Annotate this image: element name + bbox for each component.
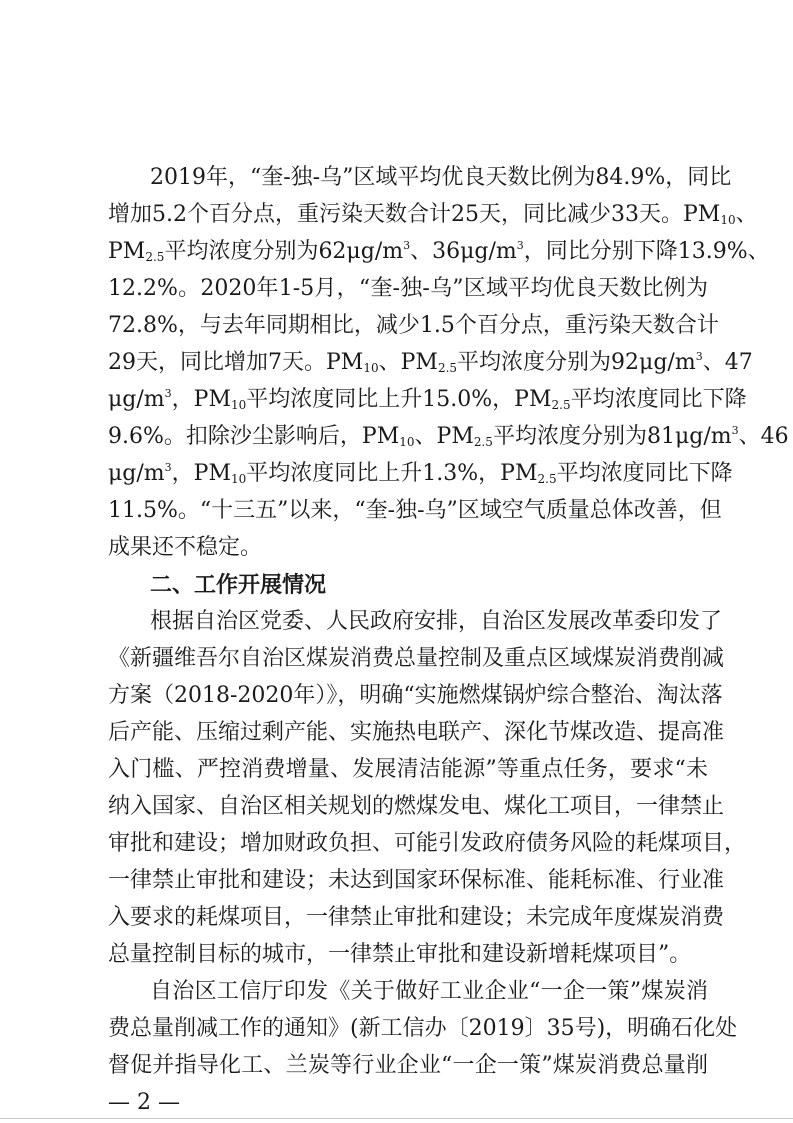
paragraph-1-line-6: 29天，同比增加7天。$PM_{10}$、$PM_{2.5}$平均浓度分别为$92\mu g/m^3$、47 [108,350,753,375]
page-number: — 2 — [108,1090,180,1115]
section-heading: 二、工作开展情况 [150,572,327,598]
paragraph-1-line-10: 11.5%。“十三五”以来，“奎-独-乌”区域空气质量总体改善，但 [108,498,722,523]
paragraph-2-line-6: 纳入国家、自治区相关规划的燃煤发电、煤化工项目，一律禁止 [108,794,725,819]
paragraph-1-line-5: 72.8%，与去年同期相比，减少1.5个百分点，重污染天数合计 [108,313,719,338]
paragraph-2-line-5: 入门槛、严控消费增量、发展清洁能源”等重点任务，要求“未 [108,757,708,782]
paragraph-1-line-9: $\mu g/m^3$，$PM_{10}$平均浓度同比上升1.3%，$PM_{2.5}$平均浓度同比下降 [108,461,733,486]
paragraph-1-line-2: 增加5.2个百分点，重污染天数合计25天，同比减少33天。$PM_{10}$、 [108,202,758,227]
paragraph-3-line-3: 督促并指导化工、兰炭等行业企业“一企一策”煤炭消费总量削 [108,1053,708,1078]
paragraph-1-line-8: 9.6%。扣除沙尘影响后，$PM_{10}$、$PM_{2.5}$平均浓度分别为$81\mu g/m^3$、46 [108,424,789,449]
paragraph-1-line-3: $PM_{2.5}$平均浓度分别为$62\mu g/m^3$、$36\mu g/m^3$，同比分别下降13.9%、 [108,239,770,264]
paragraph-3-line-2: 费总量削减工作的通知》(新工信办〔2019〕35号)，明确石化处 [108,1016,738,1041]
paragraph-2-line-10: 总量控制目标的城市，一律禁止审批和建设新增耗煤项目”。 [108,942,692,967]
paragraph-3-line-1: 自治区工信厅印发《关于做好工业企业“一企一策”煤炭消 [150,979,708,1004]
paragraph-2-line-9: 入要求的耗煤项目，一律禁止审批和建设；未完成年度煤炭消费 [108,905,725,930]
paragraph-2-line-1: 根据自治区党委、人民政府安排，自治区发展改革委印发了 [150,609,723,634]
paragraph-1-line-7: $\mu g/m^3$，$PM_{10}$平均浓度同比上升15.0%，$PM_{2.5}$平均浓度同比下降 [108,387,747,412]
paragraph-1-line-1: 2019年，“奎-独-乌”区域平均优良天数比例为84.9%，同比 [150,165,732,190]
paragraph-2-line-3: 方案（2018-2020年）》，明确“实施燃煤锅炉综合整治、淘汰落 [108,683,723,708]
paragraph-1-line-11: 成果还不稳定。 [108,535,263,560]
paragraph-1-line-4: 12.2%。2020年1-5月，“奎-独-乌”区域平均优良天数比例为 [108,276,708,301]
scan-edge-line [0,1118,793,1119]
paragraph-2-line-7: 审批和建设；增加财政负担、可能引发政府债务风险的耗煤项目， [108,831,747,856]
paragraph-2-line-8: 一律禁止审批和建设；未达到国家环保标准、能耗标准、行业准 [108,868,725,893]
paragraph-2-line-4: 后产能、压缩过剩产能、实施热电联产、深化节煤改造、提高准 [108,720,725,745]
paragraph-2-line-2: 《新疆维吾尔自治区煤炭消费总量控制及重点区域煤炭消费削减 [108,646,725,671]
